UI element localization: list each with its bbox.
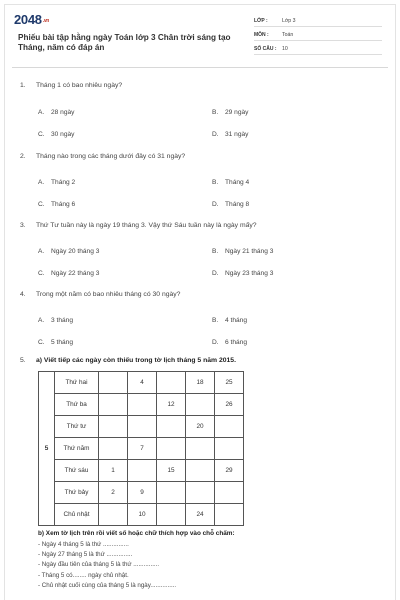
question-text: Thứ Tư tuần này là ngày 19 tháng 3. Vậy thứ Sáu tuần này là ngày mấy? xyxy=(36,222,257,229)
date-cell[interactable] xyxy=(99,438,128,460)
part-b xyxy=(38,530,378,591)
option-a[interactable]: A. 3 tháng xyxy=(38,317,73,324)
part-a-text: a) Viết tiếp các ngày còn thiếu trong tờ lịch tháng 5 năm 2015. xyxy=(36,357,236,364)
logo-tld: .vn xyxy=(42,18,50,24)
date-cell[interactable] xyxy=(157,504,186,526)
question-text: Trong một năm có bao nhiêu tháng có 30 ngày? xyxy=(36,291,181,298)
day-label: Thứ bảy xyxy=(55,482,99,504)
question-number: 2. xyxy=(20,153,26,160)
date-cell: 15 xyxy=(157,460,186,482)
header-divider xyxy=(12,67,388,68)
option-a[interactable]: A. Tháng 2 xyxy=(38,179,76,186)
question-4 xyxy=(20,291,380,344)
date-cell[interactable] xyxy=(215,438,244,460)
date-cell[interactable] xyxy=(186,482,215,504)
option-b[interactable]: B. Ngày 21 tháng 3 xyxy=(212,248,274,255)
calendar-row xyxy=(39,460,244,482)
date-cell: 4 xyxy=(128,372,157,394)
page-title: Phiếu bài tập hằng ngày Toán lớp 3 Chân trời sáng tạo Tháng, năm có đáp án xyxy=(18,33,231,52)
date-cell[interactable] xyxy=(157,416,186,438)
date-cell: 7 xyxy=(128,438,157,460)
day-label: Thứ tư xyxy=(55,416,99,438)
date-cell[interactable] xyxy=(157,438,186,460)
question-5 xyxy=(20,357,380,518)
date-cell: 20 xyxy=(186,416,215,438)
date-cell[interactable] xyxy=(99,372,128,394)
option-c[interactable]: C. 30 ngày xyxy=(38,131,75,138)
question-text: Tháng nào trong các tháng dưới đây có 31 ngày? xyxy=(36,153,186,160)
date-cell: 2 xyxy=(99,482,128,504)
meta-label: LỚP : xyxy=(254,18,268,24)
logo-text: 2048 xyxy=(14,12,42,27)
option-c[interactable]: C. 5 tháng xyxy=(38,339,73,346)
date-cell[interactable] xyxy=(186,394,215,416)
option-d[interactable]: D. Ngày 23 tháng 3 xyxy=(212,270,274,277)
meta-label: SỐ CÂU : xyxy=(254,46,277,52)
date-cell[interactable] xyxy=(99,504,128,526)
meta-label: MÔN : xyxy=(254,32,269,38)
date-cell: 24 xyxy=(186,504,215,526)
fill-in-line: - Chủ nhật cuối cùng của tháng 5 là ngày............... xyxy=(38,581,177,589)
option-c[interactable]: C. Tháng 6 xyxy=(38,201,76,208)
option-c[interactable]: C. Ngày 22 tháng 3 xyxy=(38,270,100,277)
option-a[interactable]: A. Ngày 20 tháng 3 xyxy=(38,248,100,255)
date-cell[interactable] xyxy=(215,504,244,526)
meta-row-subject xyxy=(254,28,382,41)
date-cell[interactable] xyxy=(186,438,215,460)
site-logo[interactable] xyxy=(14,12,49,27)
question-number: 1. xyxy=(20,82,26,89)
fill-in-line: - Ngày 27 tháng 5 là thứ ............... xyxy=(38,551,133,559)
calendar-row xyxy=(39,504,244,526)
question-number: 3. xyxy=(20,222,26,229)
meta-value: 10 xyxy=(282,46,288,52)
date-cell: 18 xyxy=(186,372,215,394)
question-1 xyxy=(20,82,380,138)
fill-in-line: - Ngày 4 tháng 5 là thứ ............... xyxy=(38,541,129,548)
meta-row-count xyxy=(254,42,382,55)
calendar-row xyxy=(39,438,244,460)
date-cell: 12 xyxy=(157,394,186,416)
date-cell: 29 xyxy=(215,460,244,482)
question-3 xyxy=(20,222,380,275)
date-cell: 1 xyxy=(99,460,128,482)
day-label: Chủ nhật xyxy=(55,504,99,526)
option-d[interactable]: D. 31 ngày xyxy=(212,131,249,138)
day-label: Thứ năm xyxy=(55,438,99,460)
date-cell: 10 xyxy=(128,504,157,526)
date-cell[interactable] xyxy=(215,482,244,504)
date-cell[interactable] xyxy=(128,460,157,482)
date-cell[interactable] xyxy=(99,394,128,416)
calendar-row xyxy=(39,482,244,504)
date-cell: 25 xyxy=(215,372,244,394)
question-number: 5. xyxy=(20,357,26,364)
part-b-title: b) Xem tờ lịch trên rồi viết số hoặc chữ thích hợp vào chỗ chấm: xyxy=(38,530,235,537)
date-cell[interactable] xyxy=(157,372,186,394)
question-2 xyxy=(20,153,380,206)
fill-in-line: - Tháng 5 có........ ngày chủ nhật. xyxy=(38,571,129,579)
date-cell: 26 xyxy=(215,394,244,416)
meta-panel xyxy=(254,14,382,56)
meta-value: Toán xyxy=(282,32,294,38)
date-cell: 9 xyxy=(128,482,157,504)
day-label: Thứ ba xyxy=(55,394,99,416)
question-text: Tháng 1 có bao nhiêu ngày? xyxy=(36,82,123,89)
date-cell[interactable] xyxy=(157,482,186,504)
option-d[interactable]: D. 6 tháng xyxy=(212,339,247,346)
option-a[interactable]: A. 28 ngày xyxy=(38,109,75,116)
option-d[interactable]: D. Tháng 8 xyxy=(212,201,250,208)
day-label: Thứ sáu xyxy=(55,460,99,482)
day-label: Thứ hai xyxy=(55,372,99,394)
option-b[interactable]: B. 29 ngày xyxy=(212,109,249,116)
calendar-row xyxy=(39,416,244,438)
date-cell[interactable] xyxy=(128,416,157,438)
meta-row-class xyxy=(254,14,382,27)
fill-in-line: - Ngày đầu tiên của tháng 5 là thứ ............... xyxy=(38,561,160,569)
date-cell[interactable] xyxy=(186,460,215,482)
calendar-row xyxy=(39,394,244,416)
calendar-row xyxy=(39,372,244,394)
month-cell: 5 xyxy=(39,372,55,526)
date-cell[interactable] xyxy=(215,416,244,438)
meta-value: Lớp 3 xyxy=(282,18,296,24)
date-cell[interactable] xyxy=(99,416,128,438)
calendar-table xyxy=(38,371,244,526)
option-b[interactable]: B. 4 tháng xyxy=(212,317,247,324)
option-b[interactable]: B. Tháng 4 xyxy=(212,179,250,186)
question-number: 4. xyxy=(20,291,26,298)
date-cell[interactable] xyxy=(128,394,157,416)
